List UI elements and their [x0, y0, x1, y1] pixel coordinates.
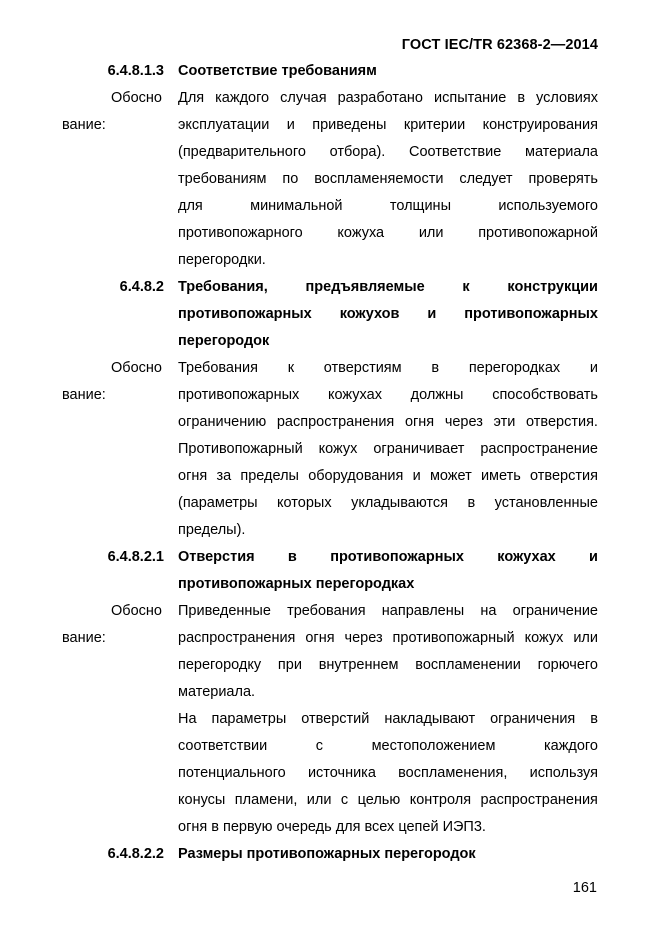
title-line [178, 274, 598, 301]
word: отверстия [530, 468, 598, 484]
text-line: огня в первую очередь для всех цепей ИЭП3. [178, 819, 486, 835]
word: в [287, 549, 297, 565]
section-number: 6.4.8.1.3 [107, 63, 164, 79]
section-heading [62, 274, 598, 355]
word: кожуха [337, 225, 385, 241]
text-line [178, 760, 598, 787]
word: или [573, 630, 598, 646]
section-title: Соответствие требованиям [178, 63, 377, 79]
rationale-label-line1: Обосно [111, 360, 162, 376]
text-line [178, 733, 598, 760]
text-line [178, 436, 598, 463]
word: при [277, 657, 302, 673]
word: распространения [276, 414, 395, 430]
word: к [287, 360, 295, 376]
word: ограничения [490, 711, 576, 727]
word: эксплуатации [178, 117, 270, 133]
word: отверстиям [323, 360, 402, 376]
word: направлены [381, 603, 465, 619]
word: конструирования [482, 117, 598, 133]
word: на [480, 603, 497, 619]
word: противопожарных [178, 306, 312, 322]
text-line [178, 220, 598, 247]
word: кожух [318, 441, 358, 457]
word: установленные [494, 495, 598, 511]
text-line [178, 625, 598, 652]
text-line [178, 463, 598, 490]
word: кожух [524, 630, 564, 646]
word: огня [178, 468, 208, 484]
word: приведены [312, 117, 387, 133]
word: Противопожарный [178, 441, 303, 457]
word: отверстий [301, 711, 370, 727]
text-line [178, 652, 598, 679]
word: каждого [543, 738, 598, 754]
word: огня [404, 414, 435, 430]
word: кожухах [497, 549, 556, 565]
word: минимальной [250, 198, 343, 214]
rationale-label-line1: Обосно [111, 90, 162, 106]
word: или [306, 792, 332, 808]
word: ограничивает [373, 441, 465, 457]
text-line [178, 409, 598, 436]
word: и [412, 468, 421, 484]
word: кожухов [339, 306, 400, 322]
word: может [429, 468, 472, 484]
word: Требования [178, 360, 258, 376]
word: (предварительного [178, 144, 306, 160]
word: противопожарных [330, 549, 464, 565]
text-line [178, 355, 598, 382]
word: источника [307, 765, 376, 781]
title-line: перегородок [178, 333, 270, 349]
word: и [589, 360, 598, 376]
word: Требования, [178, 279, 268, 295]
word: распространения [178, 630, 296, 646]
word: местоположением [371, 738, 496, 754]
page-number: 161 [572, 880, 597, 896]
text-line: пределы). [178, 522, 246, 538]
section-number: 6.4.8.2.1 [107, 549, 164, 565]
text-line [178, 166, 598, 193]
section-title: Размеры противопожарных перегородок [178, 846, 476, 862]
document-body [62, 58, 598, 868]
rationale-text [178, 598, 598, 841]
word: по [282, 171, 299, 187]
word: через [344, 630, 383, 646]
word: перегородках [468, 360, 561, 376]
word: используемого [498, 198, 598, 214]
word: воспламенении [415, 657, 521, 673]
word: конструкции [507, 279, 598, 295]
section-heading [62, 544, 598, 598]
section-heading [62, 841, 598, 868]
rationale-text [178, 85, 598, 274]
document-header: ГОСТ IEC/TR 62368-2—2014 [401, 37, 598, 53]
rationale-label-line2: вание: [62, 630, 106, 646]
text-line [178, 598, 598, 625]
word: или [418, 225, 444, 241]
word: Соответствие [409, 144, 502, 160]
word: критерии [403, 117, 466, 133]
word: Для [178, 90, 205, 106]
word: испытание [434, 90, 507, 106]
word: за [216, 468, 232, 484]
word: ограничению [178, 414, 267, 430]
rationale-label [62, 598, 162, 841]
word: проверять [528, 171, 598, 187]
word: для [178, 198, 203, 214]
word: и [427, 306, 437, 322]
word: толщины [389, 198, 451, 214]
word: параметры [211, 711, 287, 727]
word: конусы [178, 792, 226, 808]
word: Приведенные [178, 603, 271, 619]
word: с [340, 792, 349, 808]
word: требованиям [178, 171, 267, 187]
word: пределы [240, 468, 299, 484]
text-line [178, 382, 598, 409]
word: кожухах [328, 387, 382, 403]
word: в [431, 360, 440, 376]
title-line: противопожарных перегородках [178, 576, 415, 592]
text-line [178, 706, 598, 733]
text-line: материала. [178, 684, 256, 700]
section-title [178, 274, 598, 355]
rationale-label-line1: Обосно [111, 603, 162, 619]
word: контроля [409, 792, 472, 808]
title-line [178, 544, 598, 571]
word: потенциального [178, 765, 286, 781]
word: отверстия. [526, 414, 598, 430]
word: с [315, 738, 324, 754]
word: случая [280, 90, 327, 106]
rationale-label [62, 85, 162, 274]
word: перегородку [178, 657, 262, 673]
section-number: 6.4.8.2.2 [107, 846, 164, 862]
word: противопожарного [178, 225, 303, 241]
word: эти [493, 414, 516, 430]
word: через [444, 414, 483, 430]
text-line [178, 139, 598, 166]
word: иметь [480, 468, 521, 484]
word: и [286, 117, 295, 133]
rationale-label [62, 355, 162, 544]
text-line [178, 490, 598, 517]
section-number: 6.4.8.2 [119, 279, 164, 295]
word: воспламенения, [398, 765, 508, 781]
section-title [178, 544, 598, 598]
word: требования [287, 603, 366, 619]
word: условиях [536, 90, 598, 106]
word: Отверстия [178, 549, 255, 565]
word: горючего [537, 657, 598, 673]
word: каждого [215, 90, 270, 106]
word: противопожарных [464, 306, 598, 322]
word: целью [357, 792, 401, 808]
word: следует [459, 171, 513, 187]
word: в [467, 495, 476, 511]
word: материала [524, 144, 598, 160]
section-heading [62, 58, 598, 85]
text-line: перегородки. [178, 252, 266, 268]
word: противопожарной [478, 225, 598, 241]
word: противопожарный [392, 630, 515, 646]
text-line [178, 787, 598, 814]
word: распространение [480, 441, 598, 457]
word: способствовать [492, 387, 598, 403]
word: отбора). [329, 144, 386, 160]
word: пламени, [234, 792, 298, 808]
word: разработано [337, 90, 423, 106]
rationale-text [178, 355, 598, 544]
word: воспламеняемости [314, 171, 444, 187]
word: противопожарных [178, 387, 300, 403]
word: к [462, 279, 470, 295]
word: огня [305, 630, 335, 646]
text-line [178, 193, 598, 220]
rationale-block [62, 85, 598, 274]
word: и [589, 549, 598, 565]
word: в [517, 90, 526, 106]
word: которых [277, 495, 332, 511]
word: в [590, 711, 598, 727]
word: внутреннем [318, 657, 399, 673]
word: используя [529, 765, 598, 781]
rationale-block [62, 355, 598, 544]
rationale-label-line2: вание: [62, 117, 106, 133]
word: предъявляемые [305, 279, 425, 295]
word: распространения [480, 792, 598, 808]
word: должны [410, 387, 464, 403]
rationale-label-line2: вание: [62, 387, 106, 403]
text-line [178, 112, 598, 139]
word: (параметры [178, 495, 258, 511]
text-line [178, 85, 598, 112]
title-line [178, 301, 598, 328]
word: оборудования [308, 468, 404, 484]
word: соответствии [178, 738, 268, 754]
word: На [178, 711, 197, 727]
word: ограничение [512, 603, 598, 619]
word: накладывают [384, 711, 476, 727]
word: укладываются [351, 495, 448, 511]
rationale-block [62, 598, 598, 841]
